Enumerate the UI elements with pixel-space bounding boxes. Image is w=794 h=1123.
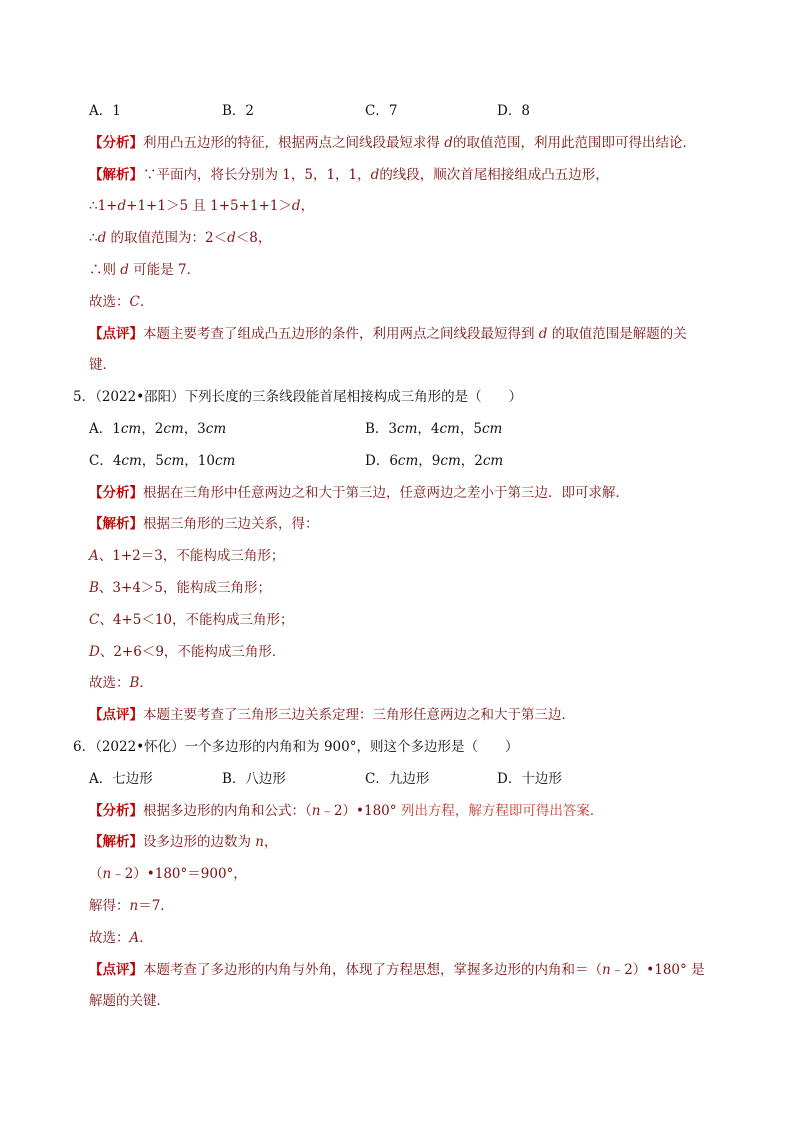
answer-option	[222, 769, 286, 789]
text-segment: 、4+5＜10，不能构成三角形；	[99, 611, 294, 628]
solution-line	[89, 260, 200, 280]
solution-line	[89, 960, 705, 980]
text-segment: d	[444, 134, 453, 151]
text-segment: A．七边形	[89, 770, 153, 787]
text-segment: ，	[300, 198, 315, 215]
text-segment: d	[291, 198, 301, 215]
text-segment: 根据多边形的内角和公式：（	[143, 802, 312, 819]
solution-line	[89, 673, 153, 693]
solution-line	[89, 324, 687, 344]
solution-line	[89, 642, 285, 662]
text-segment: ∴1+	[89, 198, 118, 215]
text-segment: D	[89, 643, 100, 660]
section-label: 【分析】	[89, 802, 143, 819]
section-label: 【解析】	[89, 834, 143, 851]
answer-option	[497, 101, 530, 121]
solution-line	[89, 133, 696, 153]
text-segment: B．2	[222, 103, 255, 119]
answer-option	[365, 419, 502, 439]
text-segment: C．7	[365, 103, 398, 119]
text-segment: A	[89, 548, 99, 565]
solution-line	[89, 928, 153, 948]
answer-option	[89, 769, 153, 789]
text-segment: 列出方程，解方程即可得出答案．	[396, 802, 604, 819]
text-segment: C．4	[89, 452, 122, 469]
solution-line	[89, 514, 319, 534]
text-segment: 故选：	[89, 675, 130, 692]
text-segment: 、2+6＜9，不能构成三角形．	[99, 643, 286, 660]
text-segment: 根据在三角形中任意两边之和大于第三边，任意两边之差小于第三边．即可求解．	[143, 484, 629, 501]
text-segment: ，4	[417, 421, 440, 437]
text-segment: ，10	[184, 452, 215, 469]
text-segment: d	[97, 230, 107, 247]
text-segment: 6．（2022•怀化）一个多边形的内角和为 900°，则这个多边形是（ ）	[73, 739, 519, 755]
text-segment: 设多边形的边数为	[143, 834, 256, 851]
text-segment: cm	[397, 421, 418, 437]
text-segment: 5．（2022•邵阳）下列长度的三条线段能首尾相接构成三角形的是（ ）	[73, 389, 523, 406]
text-segment: 故选：	[89, 929, 130, 946]
question-stem	[73, 387, 522, 407]
answer-option	[222, 101, 254, 121]
text-segment: cm	[440, 452, 461, 469]
text-segment: ∵平面内，将长分别为 1，5，1，1，	[143, 166, 371, 183]
text-segment: cm	[205, 421, 227, 437]
text-segment: 的取值范围为：2＜	[106, 230, 228, 247]
solution-line	[89, 991, 170, 1011]
text-segment: 解得：	[89, 898, 130, 914]
text-segment: d	[120, 262, 129, 278]
section-label: 【分析】	[89, 134, 143, 151]
solution-line	[89, 292, 153, 312]
solution-line	[89, 610, 294, 630]
text-segment: n	[129, 898, 139, 914]
section-label: 【点评】	[89, 325, 143, 342]
section-label: 【分析】	[89, 484, 143, 501]
question-stem	[73, 737, 518, 757]
text-segment: B．八边形	[222, 770, 286, 787]
text-segment: ．	[139, 929, 153, 946]
text-segment: 根据三角形的三边关系，得：	[143, 516, 319, 533]
text-segment: C	[89, 611, 100, 628]
text-segment: ．	[139, 675, 153, 692]
text-segment: ，2	[141, 421, 164, 437]
text-segment: D．6	[365, 452, 398, 469]
text-segment: ，5	[459, 421, 482, 437]
text-segment: cm	[214, 452, 236, 469]
answer-option	[365, 101, 397, 121]
text-segment: ﹣2）•180°＝900°，	[111, 866, 247, 883]
text-segment: 可能是 7．	[128, 262, 201, 278]
text-segment: 的取值范围是解题的关	[547, 325, 687, 342]
text-segment: 、3+4＞5，能构成三角形；	[98, 580, 272, 596]
section-label: 【解析】	[89, 516, 143, 533]
text-segment: 解题的关键．	[89, 993, 170, 1010]
text-segment: D．十边形	[497, 770, 562, 787]
text-segment: B	[129, 675, 140, 692]
solution-line	[89, 165, 609, 185]
text-segment: n	[102, 866, 112, 883]
answer-option	[365, 451, 503, 471]
text-segment: A．1	[89, 103, 121, 119]
text-segment: n	[311, 802, 321, 819]
solution-line	[89, 896, 174, 916]
text-segment: n	[602, 961, 611, 978]
text-segment: ∴	[89, 230, 98, 247]
text-segment: A．1	[89, 421, 121, 437]
solution-line	[89, 801, 603, 821]
text-segment: ，5	[141, 452, 164, 469]
text-segment: （	[89, 866, 103, 883]
text-segment: ＝7．	[138, 898, 174, 914]
text-segment: d	[227, 230, 236, 247]
text-segment: ，	[264, 834, 278, 851]
text-segment: +1+1＞5 且 1+5+1+1＞	[126, 198, 292, 215]
answer-option	[89, 419, 226, 439]
text-segment: 、1+2＝3，不能构成三角形；	[98, 548, 285, 565]
solution-line	[89, 864, 247, 884]
text-segment: cm	[163, 452, 185, 469]
text-segment: ＜8，	[235, 230, 272, 247]
text-segment: B．3	[365, 421, 398, 437]
answer-option	[89, 451, 235, 471]
text-segment: d	[117, 198, 127, 215]
answer-option	[89, 101, 121, 121]
text-segment: 利用凸五边形的特征，根据两点之间线段最短求得	[143, 134, 445, 151]
text-segment: B	[89, 580, 99, 596]
text-segment: C	[129, 293, 140, 310]
section-label: 【解析】	[89, 166, 143, 183]
text-segment: d	[370, 166, 380, 183]
solution-line	[89, 228, 271, 248]
text-segment: cm	[163, 421, 184, 437]
answer-option	[497, 769, 562, 789]
text-segment: ．	[139, 293, 154, 310]
section-label: 【点评】	[89, 707, 143, 724]
solution-line	[89, 483, 629, 503]
text-segment: ，3	[183, 421, 206, 437]
answer-option	[365, 769, 429, 789]
section-label: 【点评】	[89, 961, 143, 978]
solution-line	[89, 355, 116, 375]
text-segment: ，9	[418, 452, 441, 469]
solution-line	[89, 705, 575, 725]
text-segment: 的取值范围，利用此范围即可得出结论．	[452, 134, 696, 151]
text-segment: ﹣2）•180° 是	[610, 961, 705, 978]
text-segment: cm	[481, 421, 503, 437]
text-segment: cm	[397, 452, 419, 469]
solution-line	[89, 578, 271, 598]
text-segment: cm	[439, 421, 460, 437]
solution-line	[89, 196, 314, 216]
solution-line	[89, 832, 278, 852]
text-segment: 的线段，顺次首尾相接组成凸五边形，	[379, 166, 609, 183]
text-segment: 本题主要考查了组成凸五边形的条件，利用两点之间线段最短得到	[143, 325, 539, 342]
text-segment: 故选：	[89, 293, 130, 310]
text-segment: d	[538, 325, 548, 342]
text-segment: ∴则	[89, 262, 121, 278]
text-segment: cm	[482, 452, 504, 469]
text-segment: ﹣2）•180°	[320, 802, 397, 819]
solution-line	[89, 546, 284, 566]
text-segment: ，2	[460, 452, 483, 469]
text-segment: 本题主要考查了三角形三边关系定理：三角形任意两边之和大于第三边．	[143, 707, 575, 724]
text-segment: n	[255, 834, 264, 851]
text-segment: C．九边形	[365, 770, 430, 787]
text-segment: cm	[120, 421, 142, 437]
text-segment: A	[129, 929, 140, 946]
text-segment: cm	[121, 452, 142, 469]
text-segment: 本题考查了多边形的内角与外角，体现了方程思想，掌握多边形的内角和＝（	[143, 961, 602, 978]
text-segment: D．8	[497, 103, 530, 119]
text-segment: 键．	[89, 357, 116, 374]
